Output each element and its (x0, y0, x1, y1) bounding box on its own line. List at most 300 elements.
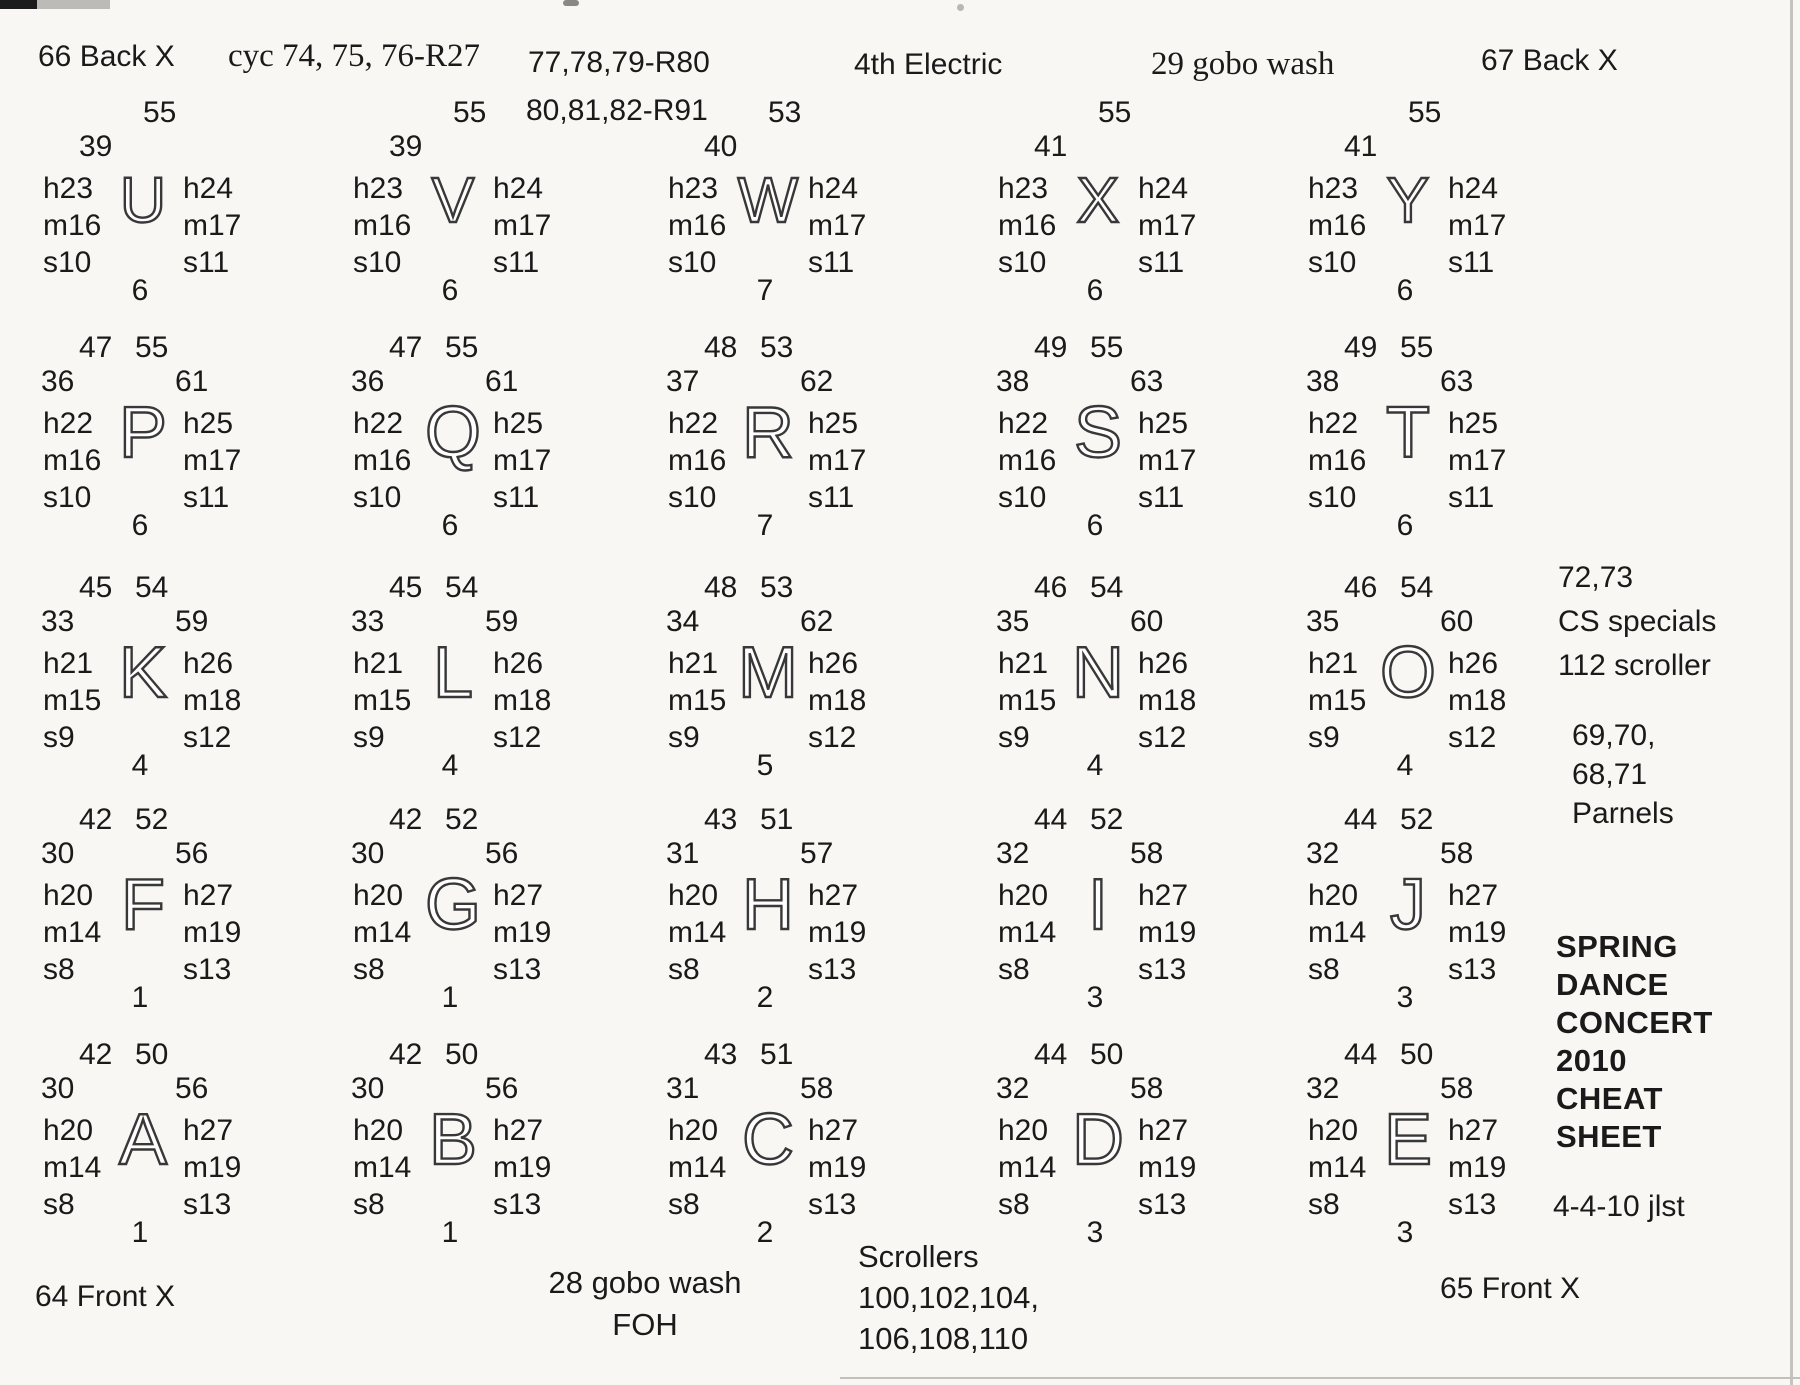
channel-shin-right: s11 (183, 246, 230, 279)
channel-bottom: 2 (756, 981, 774, 1014)
scrollers-channels-1: 100,102,104, (858, 1280, 1040, 1315)
position-cell-P (35, 333, 285, 553)
channel-mid-side-left: m16 (668, 209, 727, 242)
channel-shin-left: s10 (353, 246, 402, 279)
position-cell-A (35, 1040, 285, 1260)
channel-top-right: 51 (760, 803, 794, 836)
channel-top-left: 49 (1344, 331, 1378, 364)
channel-high-left: h20 (998, 879, 1049, 912)
channel-mid-right: 63 (1440, 365, 1474, 398)
channel-top-right: 53 (760, 331, 794, 364)
channel-high-left: h20 (668, 1114, 719, 1147)
channel-high-right: h24 (183, 172, 234, 205)
channel-mid-side-left: m16 (998, 209, 1057, 242)
channel-top-right: 50 (135, 1038, 169, 1071)
channel-high-left: h21 (1308, 647, 1359, 680)
channel-high-left: h20 (1308, 1114, 1359, 1147)
position-letter: N (1072, 633, 1124, 713)
channel-bottom: 2 (756, 1216, 774, 1249)
channel-bottom: 1 (131, 1216, 149, 1249)
channel-top-left: 42 (79, 1038, 113, 1071)
position-letter: C (742, 1100, 794, 1180)
parnels-label: Parnels (1572, 797, 1674, 830)
channel-mid-side-left: m16 (668, 444, 727, 477)
channel-high-right: h26 (1448, 647, 1499, 680)
position-cell-M (660, 573, 910, 793)
channel-mid-right: 56 (485, 1072, 519, 1105)
channel-shin-right: s13 (808, 1188, 857, 1221)
position-cell-Q (345, 333, 595, 553)
channel-high-left: h21 (998, 647, 1049, 680)
channel-bottom: 4 (441, 749, 459, 782)
channel-mid-side-left: m16 (1308, 444, 1367, 477)
channel-high-right: h27 (183, 1114, 234, 1147)
position-letter: K (118, 633, 168, 713)
channel-mid-left: 38 (1306, 365, 1340, 398)
position-letter: W (737, 164, 799, 236)
position-cell-K (35, 573, 285, 793)
position-cell-H (660, 805, 910, 1025)
channel-mid-left: 32 (1306, 837, 1340, 870)
channel-high-right: h27 (808, 879, 859, 912)
channel-mid-side-left: m15 (1308, 684, 1367, 717)
channel-high-left: h22 (43, 407, 94, 440)
channel-mid-side-left: m15 (43, 684, 102, 717)
label-front-x-left: 64 Front X (35, 1280, 176, 1313)
channel-shin-left: s8 (998, 953, 1030, 986)
scrollers-label: Scrollers (858, 1239, 979, 1274)
channel-bottom: 3 (1086, 981, 1104, 1014)
channel-bottom: 6 (131, 509, 149, 542)
channel-bottom: 6 (1086, 274, 1104, 307)
channel-bottom: 6 (1396, 509, 1414, 542)
channel-mid-right: 62 (800, 605, 834, 638)
cs-specials-note (1558, 556, 1716, 688)
position-cell-L (345, 573, 595, 793)
gobo-wash-label: 28 gobo wash (548, 1265, 742, 1300)
channel-high-left: h20 (1308, 879, 1359, 912)
position-cell-D (990, 1040, 1240, 1260)
channel-mid-left: 30 (41, 1072, 75, 1105)
channel-top-right: 52 (135, 803, 169, 836)
channel-mid-side-left: m14 (668, 1151, 727, 1184)
channel-high-left: h20 (43, 879, 94, 912)
channel-mid-right: 63 (1130, 365, 1164, 398)
channel-shin-left: s8 (1308, 1188, 1340, 1221)
channel-top-left: 45 (79, 571, 113, 604)
position-cell-R (660, 333, 910, 553)
channel-bottom: 7 (756, 274, 774, 307)
channel-mid-side-left: m16 (43, 444, 102, 477)
channel-mid-side-left: m14 (668, 916, 727, 949)
channel-top-left: 46 (1034, 571, 1068, 604)
channel-high-right: h24 (493, 172, 544, 205)
position-letter: G (424, 865, 481, 945)
channel-top-right: 53 (760, 571, 794, 604)
cs-specials-channels: 72,73 (1558, 561, 1634, 594)
channel-mid-left: 37 (666, 365, 700, 398)
channel-high-left: h23 (1308, 172, 1359, 205)
channel-shin-right: s11 (183, 481, 230, 514)
channel-mid-left: 38 (996, 365, 1030, 398)
channel-high-right: h25 (1448, 407, 1499, 440)
document-title (1556, 928, 1713, 1156)
position-letter: O (1379, 633, 1436, 713)
label-channels-r80: 77,78,79-R80 (528, 46, 710, 79)
channel-high-right: h27 (493, 879, 544, 912)
channel-mid-side-right: m19 (493, 1151, 552, 1184)
channel-high-right: h26 (1138, 647, 1189, 680)
channel-high-right: h26 (183, 647, 234, 680)
channel-mid-side-left: m14 (1308, 916, 1367, 949)
channel-high-right: h27 (1448, 879, 1499, 912)
channel-shin-left: s10 (998, 246, 1047, 279)
channel-shin-left: s8 (668, 1188, 700, 1221)
channel-mid-right: 58 (1130, 837, 1164, 870)
channel-top-left: 47 (79, 331, 113, 364)
position-letter: T (1386, 393, 1430, 473)
channel-shin-right: s13 (808, 953, 857, 986)
channel-mid-side-left: m15 (668, 684, 727, 717)
channel-mid-side-right: m19 (808, 1151, 867, 1184)
channel-mid-side-right: m18 (1138, 684, 1197, 717)
parnels-channels-2: 68,71 (1572, 758, 1648, 791)
channel-mid-side-left: m15 (998, 684, 1057, 717)
position-letter: M (738, 633, 798, 713)
channel-shin-right: s11 (493, 246, 540, 279)
channel-top-right: 54 (445, 571, 479, 604)
scan-edge-artifact (1790, 0, 1793, 1385)
channel-shin-left: s9 (43, 721, 75, 754)
channel-top-right: 50 (1400, 1038, 1434, 1071)
position-letter: J (1390, 865, 1426, 945)
position-cell-F (35, 805, 285, 1025)
channel-mid-side-left: m14 (353, 916, 412, 949)
position-cell-V (345, 98, 595, 318)
position-letter: V (431, 164, 475, 236)
channel-high-left: h23 (43, 172, 94, 205)
channel-shin-right: s12 (183, 721, 232, 754)
channel-mid-left: 36 (351, 365, 385, 398)
channel-mid-side-left: m14 (43, 1151, 102, 1184)
channel-bottom: 6 (441, 274, 459, 307)
label-4th-electric: 4th Electric (854, 48, 1003, 81)
channel-mid-side-left: m16 (353, 444, 412, 477)
channel-shin-left: s10 (353, 481, 402, 514)
channel-high-left: h23 (353, 172, 404, 205)
position-cell-W (660, 98, 910, 318)
channel-top-left: 44 (1034, 803, 1068, 836)
channel-bottom: 4 (1086, 749, 1104, 782)
channel-shin-right: s12 (493, 721, 542, 754)
channel-bottom: 1 (441, 1216, 459, 1249)
channel-shin-right: s11 (1138, 481, 1185, 514)
channel-top-right: 52 (445, 803, 479, 836)
channel-shin-right: s11 (1448, 246, 1495, 279)
channel-top-right: 55 (1408, 96, 1442, 129)
channel-high-right: h27 (808, 1114, 859, 1147)
position-cell-T (1300, 333, 1550, 553)
channel-bottom: 5 (756, 749, 774, 782)
channel-mid-left: 32 (996, 837, 1030, 870)
channel-shin-left: s10 (43, 246, 92, 279)
channel-high-left: h22 (1308, 407, 1359, 440)
scan-edge-artifact (840, 1377, 1800, 1379)
channel-shin-left: s8 (998, 1188, 1030, 1221)
channel-mid-side-right: m18 (183, 684, 242, 717)
channel-high-left: h21 (668, 647, 719, 680)
channel-mid-right: 58 (1130, 1072, 1164, 1105)
channel-mid-left: 31 (666, 1072, 700, 1105)
channel-shin-left: s9 (668, 721, 700, 754)
position-cell-X (990, 98, 1240, 318)
position-cell-B (345, 1040, 595, 1260)
channel-top-left: 42 (389, 1038, 423, 1071)
channel-shin-right: s11 (808, 481, 855, 514)
label-cyc-channels: cyc 74, 75, 76-R27 (228, 38, 481, 74)
channel-mid-side-right: m19 (1448, 1151, 1507, 1184)
channel-mid-right: 60 (1130, 605, 1164, 638)
channel-mid-side-left: m14 (43, 916, 102, 949)
channel-mid-side-right: m19 (493, 916, 552, 949)
channel-shin-right: s12 (1138, 721, 1187, 754)
title-line: SPRING (1556, 929, 1678, 964)
position-cell-G (345, 805, 595, 1025)
channel-top-left: 48 (704, 571, 738, 604)
channel-shin-right: s13 (1138, 1188, 1187, 1221)
channel-bottom: 1 (131, 981, 149, 1014)
channel-bottom: 3 (1396, 981, 1414, 1014)
channel-high-right: h27 (1138, 879, 1189, 912)
position-letter: A (118, 1100, 168, 1180)
scroller-112-label: 112 scroller (1558, 649, 1711, 682)
parnels-channels-1: 69,70, (1572, 719, 1656, 752)
channel-mid-right: 58 (1440, 837, 1474, 870)
channel-high-right: h25 (183, 407, 234, 440)
channel-top-left: 44 (1344, 1038, 1378, 1071)
channel-high-right: h27 (1138, 1114, 1189, 1147)
channel-mid-side-right: m19 (808, 916, 867, 949)
channel-shin-left: s8 (43, 1188, 75, 1221)
channel-mid-side-left: m15 (353, 684, 412, 717)
channel-shin-right: s13 (1448, 1188, 1497, 1221)
channel-top-left: 42 (79, 803, 113, 836)
channel-mid-side-left: m16 (1308, 209, 1367, 242)
position-letter: Y (1386, 164, 1430, 236)
channel-mid-left: 32 (996, 1072, 1030, 1105)
channel-mid-right: 56 (485, 837, 519, 870)
channel-mid-right: 59 (175, 605, 209, 638)
position-cell-C (660, 1040, 910, 1260)
position-letter: H (742, 865, 794, 945)
channel-top-left: 46 (1344, 571, 1378, 604)
channel-mid-left: 35 (1306, 605, 1340, 638)
channel-mid-left: 34 (666, 605, 700, 638)
position-cell-Y (1300, 98, 1550, 318)
channel-high-left: h20 (668, 879, 719, 912)
channel-top-right: 52 (1090, 803, 1124, 836)
date-signature: 4-4-10 jlst (1553, 1190, 1685, 1223)
channel-high-right: h25 (808, 407, 859, 440)
channel-high-right: h26 (808, 647, 859, 680)
channel-shin-left: s8 (43, 953, 75, 986)
position-letter: U (119, 164, 167, 236)
channel-shin-right: s12 (1448, 721, 1497, 754)
channel-top-right: 55 (1098, 96, 1132, 129)
position-letter: E (1383, 1100, 1433, 1180)
position-letter: I (1087, 865, 1108, 945)
channel-mid-left: 30 (351, 1072, 385, 1105)
label-back-x-left: 66 Back X (38, 40, 175, 73)
position-letter: F (121, 865, 165, 945)
channel-mid-left: 39 (79, 130, 113, 163)
channel-mid-side-right: m19 (183, 1151, 242, 1184)
channel-high-left: h20 (353, 1114, 404, 1147)
position-letter: Q (424, 393, 481, 473)
scrollers-note (858, 1236, 1039, 1359)
channel-top-right: 55 (135, 331, 169, 364)
channel-shin-left: s10 (998, 481, 1047, 514)
channel-mid-side-right: m17 (493, 444, 552, 477)
channel-top-left: 43 (704, 803, 738, 836)
channel-shin-left: s8 (353, 1188, 385, 1221)
channel-mid-side-left: m16 (43, 209, 102, 242)
channel-bottom: 6 (1396, 274, 1414, 307)
channel-shin-left: s9 (1308, 721, 1340, 754)
channel-mid-side-right: m18 (1448, 684, 1507, 717)
channel-top-right: 55 (1090, 331, 1124, 364)
channel-high-right: h26 (493, 647, 544, 680)
channel-shin-right: s11 (808, 246, 855, 279)
channel-high-right: h27 (1448, 1114, 1499, 1147)
position-cell-O (1300, 573, 1550, 793)
channel-mid-side-right: m17 (1138, 209, 1197, 242)
channel-mid-left: 36 (41, 365, 75, 398)
channel-mid-left: 31 (666, 837, 700, 870)
channel-shin-right: s11 (1138, 246, 1185, 279)
channel-shin-right: s13 (1448, 953, 1497, 986)
channel-shin-left: s9 (353, 721, 385, 754)
channel-mid-side-right: m17 (808, 209, 867, 242)
channel-mid-side-left: m16 (998, 444, 1057, 477)
label-back-x-right: 67 Back X (1481, 44, 1618, 77)
channel-mid-side-right: m17 (1448, 209, 1507, 242)
channel-mid-right: 61 (485, 365, 519, 398)
position-cell-E (1300, 1040, 1550, 1260)
channel-mid-side-left: m14 (998, 1151, 1057, 1184)
channel-mid-right: 60 (1440, 605, 1474, 638)
channel-mid-side-right: m18 (493, 684, 552, 717)
channel-top-left: 45 (389, 571, 423, 604)
channel-mid-left: 33 (41, 605, 75, 638)
foh-label: FOH (612, 1307, 678, 1342)
channel-mid-right: 57 (800, 837, 834, 870)
cs-specials-label: CS specials (1558, 605, 1717, 638)
channel-high-left: h22 (668, 407, 719, 440)
channel-bottom: 4 (1396, 749, 1414, 782)
title-line: DANCE (1556, 967, 1669, 1002)
position-letter: X (1076, 164, 1120, 236)
channel-shin-left: s10 (43, 481, 92, 514)
channel-shin-right: s11 (1448, 481, 1495, 514)
channel-mid-left: 41 (1344, 130, 1378, 163)
channel-mid-left: 30 (351, 837, 385, 870)
channel-mid-right: 59 (485, 605, 519, 638)
channel-high-right: h27 (183, 879, 234, 912)
channel-mid-side-left: m14 (353, 1151, 412, 1184)
channel-bottom: 3 (1396, 1216, 1414, 1249)
channel-shin-left: s10 (668, 246, 717, 279)
channel-shin-left: s8 (668, 953, 700, 986)
channel-top-right: 55 (453, 96, 487, 129)
channel-mid-left: 41 (1034, 130, 1068, 163)
channel-mid-side-left: m14 (1308, 1151, 1367, 1184)
channel-shin-left: s9 (998, 721, 1030, 754)
channel-top-right: 51 (760, 1038, 794, 1071)
channel-mid-right: 58 (1440, 1072, 1474, 1105)
channel-top-right: 54 (135, 571, 169, 604)
channel-top-left: 42 (389, 803, 423, 836)
channel-high-left: h23 (668, 172, 719, 205)
channel-mid-left: 40 (704, 130, 738, 163)
channel-high-left: h21 (43, 647, 94, 680)
title-line: 2010 (1556, 1043, 1627, 1078)
channel-top-right: 55 (445, 331, 479, 364)
scan-speck (563, 0, 579, 6)
scrollers-channels-2: 106,108,110 (858, 1321, 1029, 1356)
channel-top-right: 54 (1400, 571, 1434, 604)
channel-top-left: 49 (1034, 331, 1068, 364)
channel-high-right: h24 (808, 172, 859, 205)
channel-high-right: h24 (1138, 172, 1189, 205)
parnels-note (1572, 716, 1674, 833)
channel-bottom: 6 (131, 274, 149, 307)
channel-mid-side-right: m19 (183, 916, 242, 949)
channel-mid-side-right: m17 (808, 444, 867, 477)
label-front-x-right: 65 Front X (1440, 1272, 1581, 1305)
title-line: CONCERT (1556, 1005, 1713, 1040)
channel-top-left: 44 (1344, 803, 1378, 836)
channel-shin-left: s8 (1308, 953, 1340, 986)
channel-high-left: h22 (998, 407, 1049, 440)
channel-top-right: 55 (1400, 331, 1434, 364)
channel-top-left: 43 (704, 1038, 738, 1071)
channel-mid-side-right: m19 (1138, 916, 1197, 949)
label-gobo-wash-top: 29 gobo wash (1151, 46, 1335, 82)
channel-shin-left: s10 (1308, 246, 1357, 279)
channel-mid-right: 61 (175, 365, 209, 398)
channel-mid-side-right: m18 (808, 684, 867, 717)
position-letter: B (428, 1100, 478, 1180)
channel-high-left: h20 (353, 879, 404, 912)
channel-shin-right: s13 (493, 1188, 542, 1221)
channel-mid-side-right: m19 (1138, 1151, 1197, 1184)
channel-top-right: 55 (143, 96, 177, 129)
channel-high-right: h27 (493, 1114, 544, 1147)
channel-bottom: 7 (756, 509, 774, 542)
label-channels-r91: 80,81,82-R91 (526, 94, 708, 127)
channel-high-left: h20 (43, 1114, 94, 1147)
title-line: CHEAT (1556, 1081, 1663, 1116)
channel-top-left: 44 (1034, 1038, 1068, 1071)
channel-bottom: 4 (131, 749, 149, 782)
channel-top-right: 50 (445, 1038, 479, 1071)
position-cell-J (1300, 805, 1550, 1025)
channel-mid-side-left: m14 (998, 916, 1057, 949)
position-letter: S (1073, 393, 1123, 473)
channel-bottom: 3 (1086, 1216, 1104, 1249)
channel-bottom: 1 (441, 981, 459, 1014)
